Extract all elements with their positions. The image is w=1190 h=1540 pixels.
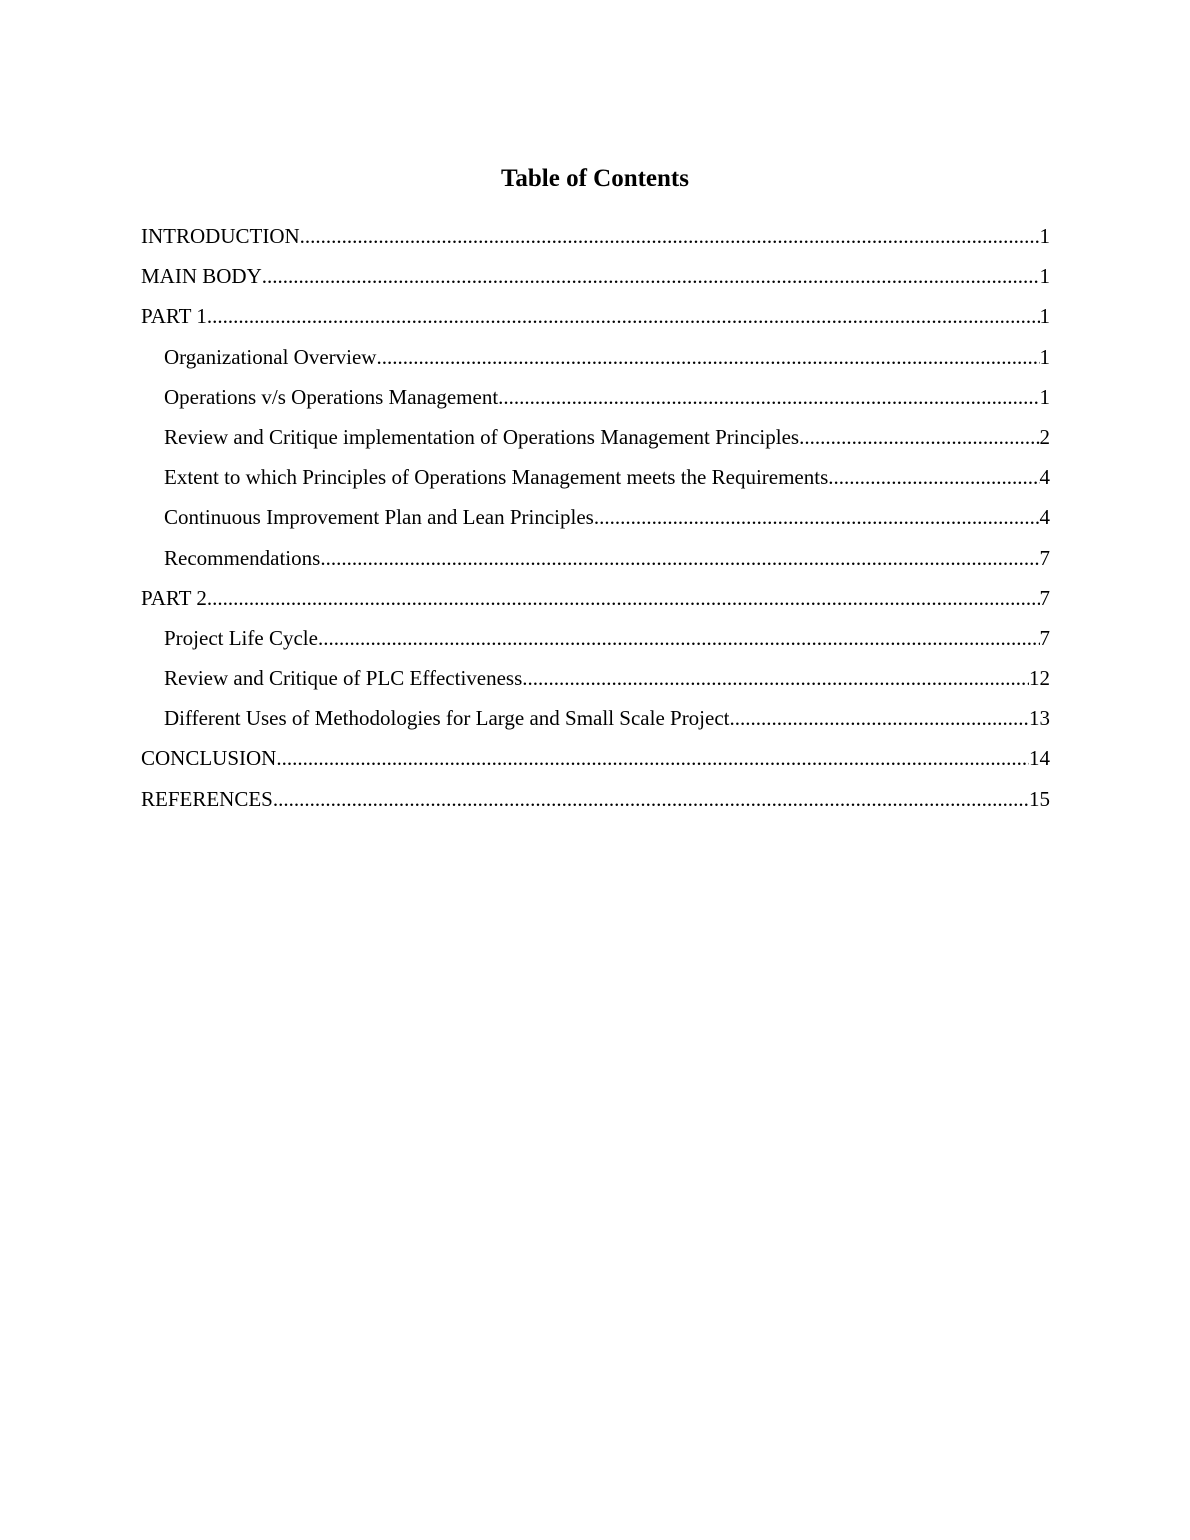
toc-list [141,218,1050,821]
toc-dot-leader [730,700,1030,736]
toc-entry-operations-vs-operations-management[interactable] [141,379,1050,419]
toc-page-number: 1 [1039,384,1050,409]
toc-entry-recommendations[interactable] [141,540,1050,580]
toc-dot-leader [318,620,1040,656]
toc-dot-leader [276,740,1029,776]
toc-entry-conclusion[interactable] [141,740,1050,780]
toc-entry-project-life-cycle[interactable] [141,620,1050,660]
toc-page-number: 4 [1039,505,1050,530]
toc-page-number: 4 [1039,465,1050,490]
toc-entry-methodologies-large-small[interactable] [141,700,1050,740]
toc-entry-label: INTRODUCTION [141,224,300,248]
toc-entry-plc-effectiveness[interactable] [141,660,1050,700]
toc-page-number: 12 [1029,666,1050,691]
toc-entry-label: Review and Critique of PLC Effectiveness [164,666,523,691]
toc-entry-label: Continuous Improvement Plan and Lean Principles [164,505,594,530]
toc-entry-review-critique-implementation[interactable] [141,419,1050,459]
toc-page-number: 14 [1029,746,1050,771]
toc-dot-leader [799,419,1039,455]
toc-entry-label: Recommendations [164,545,321,570]
toc-entry-organizational-overview[interactable] [141,339,1050,379]
toc-entry-label: REFERENCES [141,786,273,811]
toc-dot-leader [594,499,1040,535]
toc-entry-label: Different Uses of Methodologies for Large and Small Scale Project [164,706,730,731]
toc-dot-leader [262,258,1040,294]
toc-page-number: 7 [1039,545,1050,570]
toc-entry-label: PART 1 [141,304,207,329]
toc-dot-leader [498,379,1039,415]
toc-entry-label: Operations v/s Operations Management [164,384,499,409]
toc-page-number: 13 [1029,706,1050,731]
toc-entry-extent-principles-requirements[interactable] [141,459,1050,499]
toc-entry-label: Organizational Overview [164,344,377,369]
toc-dot-leader [207,298,1040,334]
toc-dot-leader [320,540,1039,576]
toc-entry-references[interactable] [141,781,1050,821]
toc-page-number: 1 [1039,344,1050,369]
toc-page-number: 15 [1029,786,1050,811]
toc-entry-label: Review and Critique implementation of Operations Management Principles [164,424,800,449]
toc-dot-leader [273,781,1029,817]
toc-dot-leader [828,459,1039,495]
toc-page-number: 7 [1039,625,1050,650]
toc-entry-continuous-improvement-lean[interactable] [141,499,1050,539]
toc-entry-label: Project Life Cycle [164,625,318,650]
toc-entry-label: PART 2 [141,585,207,610]
toc-dot-leader [376,339,1039,375]
toc-page-number: 1 [1039,304,1050,329]
toc-entry-label: CONCLUSION [141,746,277,771]
toc-title: Table of Contents [501,165,689,192]
toc-entry-introduction[interactable] [141,218,1050,258]
toc-entry-main-body[interactable] [141,258,1050,298]
toc-dot-leader [300,218,1040,254]
toc-dot-leader [207,580,1040,616]
toc-page-number: 2 [1039,424,1050,449]
toc-entry-part-2[interactable] [141,580,1050,620]
toc-entry-label: Extent to which Principles of Operations Management meets the Requirements [164,465,829,490]
toc-page-number: 1 [1039,224,1050,248]
toc-page-number: 7 [1039,585,1050,610]
toc-entry-part-1[interactable] [141,298,1050,338]
toc-entry-label: MAIN BODY [141,264,262,289]
toc-page-number: 1 [1039,264,1050,289]
toc-dot-leader [522,660,1029,696]
